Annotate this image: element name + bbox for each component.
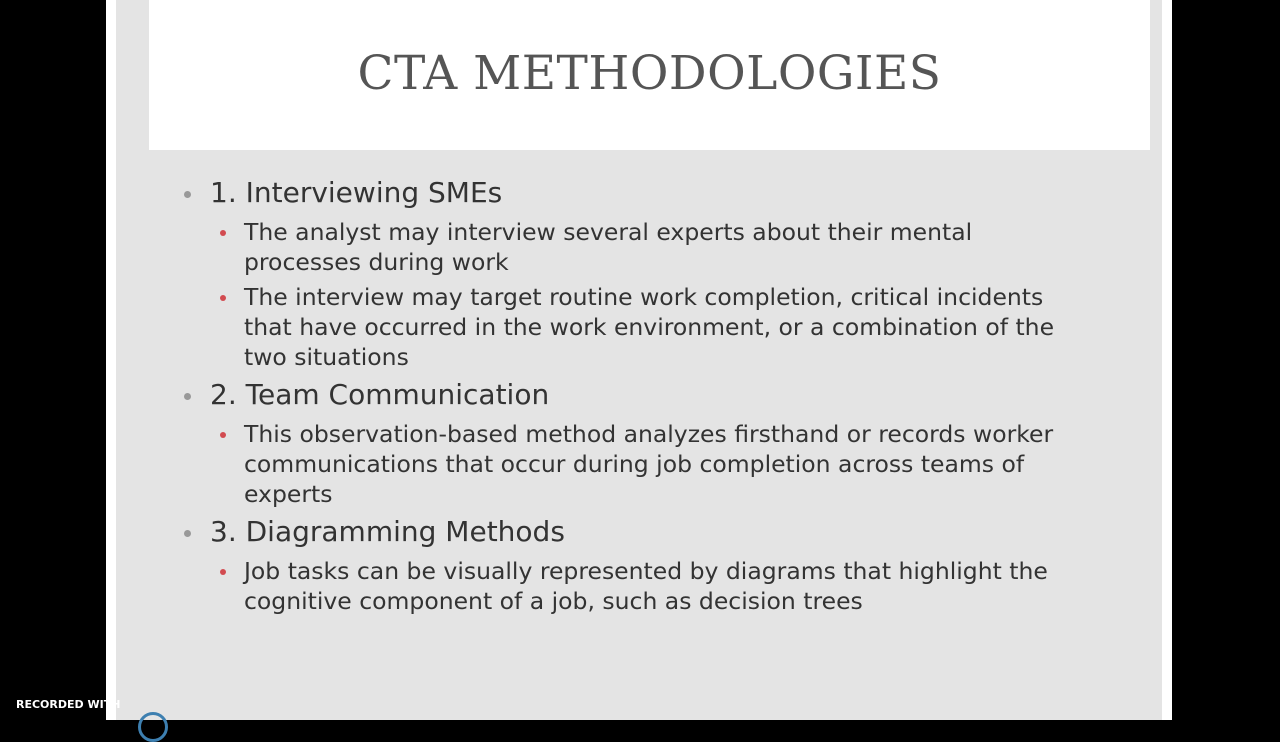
bullet-icon: [184, 530, 191, 537]
bullet-level2: [218, 556, 1084, 616]
recorded-with-watermark: RECORDED WITH: [16, 698, 121, 711]
bullet-level1: [184, 174, 1084, 212]
bullet-icon: [184, 393, 191, 400]
bullet-level1: [184, 513, 1084, 551]
bullet-icon: [220, 569, 226, 575]
bullet-icon: [220, 295, 226, 301]
bullet-icon: [220, 230, 226, 236]
bullet-level2: [218, 217, 1084, 277]
slide: [106, 0, 1172, 720]
title-box: [149, 0, 1150, 150]
slide-content: [184, 172, 1084, 620]
bullet-level2: [218, 419, 1084, 509]
bullet-text: Job tasks can be visually represented by diagrams that highlight the cognitive component of a job, such as decision trees: [244, 557, 1048, 615]
bullet-text: The interview may target routine work completion, critical incidents that have occurred in the work environment, or a combination of the two situations: [244, 283, 1055, 371]
bullet-text: This observation-based method analyzes firsthand or records worker communications that occur during job completion across teams of experts: [244, 420, 1054, 508]
bullet-icon: [220, 432, 226, 438]
bullet-level2: [218, 282, 1084, 372]
bullet-text: The analyst may interview several experts about their mental processes during work: [244, 218, 973, 276]
slide-title: CTA METHODOLOGIES: [357, 46, 942, 101]
bullet-text: 3. Diagramming Methods: [210, 515, 565, 548]
recorder-logo-icon: [138, 712, 168, 742]
bullet-text: 1. Interviewing SMEs: [210, 176, 503, 209]
bullet-text: 2. Team Communication: [210, 378, 550, 411]
bullet-icon: [184, 191, 191, 198]
bullet-level1: [184, 376, 1084, 414]
